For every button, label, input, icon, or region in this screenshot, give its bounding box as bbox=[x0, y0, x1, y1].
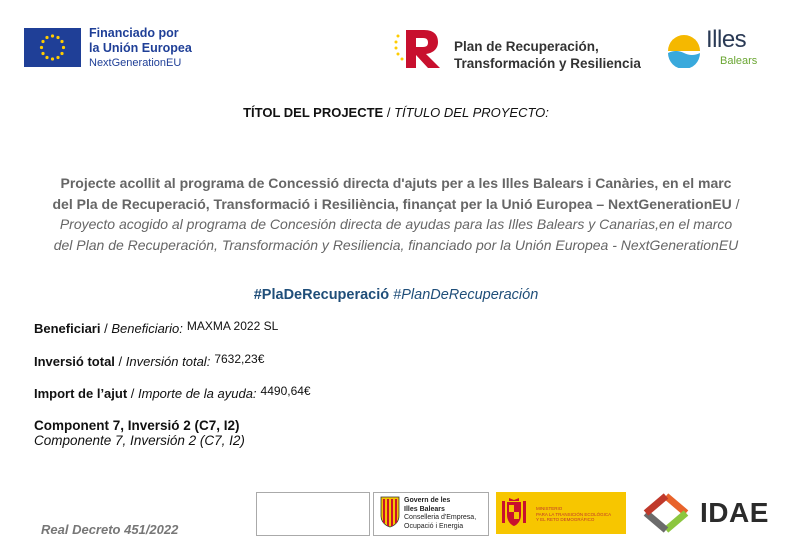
hashtag-es: #PlanDeRecuperación bbox=[393, 287, 539, 303]
project-description bbox=[50, 173, 742, 255]
description-es: Proyecto acogido al programa de Concesión directa de ayudas para las Illes Balears y Canarias,en el marco del Plan de Recuperación, Transformación y Resiliencia, financiado por la Unión Europea - NextGenerationEU bbox=[53, 216, 739, 253]
beneficiary-label-es: Beneficiario: bbox=[111, 321, 183, 336]
eu-line1: Financiado por bbox=[89, 26, 179, 40]
eu-line2: la Unión Europea bbox=[89, 41, 192, 55]
govern-line3: Conselleria d'Empresa, bbox=[404, 514, 477, 521]
royal-decree-label: Real Decreto 451/2022 bbox=[41, 522, 179, 537]
govern-line4: Ocupació i Energia bbox=[404, 522, 464, 530]
ministerio-line3: Y EL RETO DEMOGRÁFICO bbox=[536, 517, 595, 522]
illes-balears-label bbox=[706, 26, 758, 71]
component-es: Componente 7, Inversión 2 (C7, I2) bbox=[34, 433, 245, 448]
eu-stars-icon bbox=[24, 28, 81, 67]
title-es: TÍTULO DEL PROYECTO: bbox=[394, 105, 549, 120]
total-investment-field bbox=[34, 354, 264, 369]
empty-logo-box bbox=[256, 492, 370, 536]
field-sep: / bbox=[114, 354, 126, 369]
spain-coat-of-arms-icon bbox=[500, 497, 528, 529]
investment-value: 7632,23€ bbox=[214, 352, 265, 366]
beneficiary-value: MAXMA 2022 SL bbox=[186, 319, 279, 333]
illes-line2: Balears bbox=[720, 55, 758, 67]
plan-recuperacion-label bbox=[454, 38, 641, 72]
govern-shield-icon bbox=[380, 496, 400, 528]
title-ca: TÍTOL DEL PROJECTE bbox=[243, 105, 384, 120]
sun-sea-icon bbox=[664, 34, 704, 68]
plan-recuperacion-logo bbox=[392, 26, 444, 70]
ministerio-line2: PARA LA TRANSICIÓN ECOLÓGICA bbox=[536, 511, 612, 517]
field-sep: / bbox=[127, 386, 139, 401]
component-block bbox=[34, 418, 245, 448]
beneficiary-label-ca: Beneficiari bbox=[34, 321, 101, 336]
idae-wordmark: IDAE bbox=[700, 497, 769, 528]
field-sep: / bbox=[100, 321, 112, 336]
description-sep: / bbox=[731, 195, 740, 212]
beneficiary-field bbox=[34, 321, 278, 336]
hashtags bbox=[0, 287, 792, 303]
govern-line2: Illes Balears bbox=[404, 505, 445, 513]
eu-funding-label bbox=[89, 26, 192, 71]
aid-amount-field bbox=[34, 386, 311, 401]
aid-label-ca: Import de l’ajut bbox=[34, 386, 128, 401]
project-title-heading bbox=[0, 105, 792, 120]
govern-line1: Govern de les bbox=[404, 497, 451, 504]
investment-label-ca: Inversió total bbox=[34, 354, 115, 369]
eu-flag-logo bbox=[24, 28, 81, 67]
investment-label-es: Inversión total: bbox=[125, 354, 211, 369]
component-ca: Component 7, Inversió 2 (C7, I2) bbox=[34, 418, 240, 433]
hashtag-ca: #PlaDeRecuperació bbox=[253, 287, 390, 303]
aid-value: 4490,64€ bbox=[260, 384, 311, 398]
aid-label-es: Importe de la ayuda: bbox=[138, 386, 257, 401]
illes-line1: Illes bbox=[706, 26, 747, 53]
eu-line3: NextGenerationEU bbox=[89, 57, 182, 69]
plan-line1: Plan de Recuperación, bbox=[454, 39, 599, 54]
govern-label bbox=[404, 497, 476, 531]
title-sep: / bbox=[383, 105, 395, 120]
ministerio-line1: MINISTERIO bbox=[536, 506, 563, 511]
plan-r-icon bbox=[392, 26, 444, 70]
description-ca: Projecte acollit al programa de Concessió directa d'ajuts per a les Illes Balears i Canàries, en el marc del Pla de Recuperació, Transformació i Resiliència, finançat per la Unió Europea – NextGenerationEU bbox=[52, 175, 732, 212]
idae-logo-icon bbox=[637, 492, 695, 534]
plan-line2: Transformación y Resiliencia bbox=[454, 56, 641, 71]
ministerio-label bbox=[536, 506, 624, 523]
illes-balears-logo bbox=[664, 34, 704, 68]
